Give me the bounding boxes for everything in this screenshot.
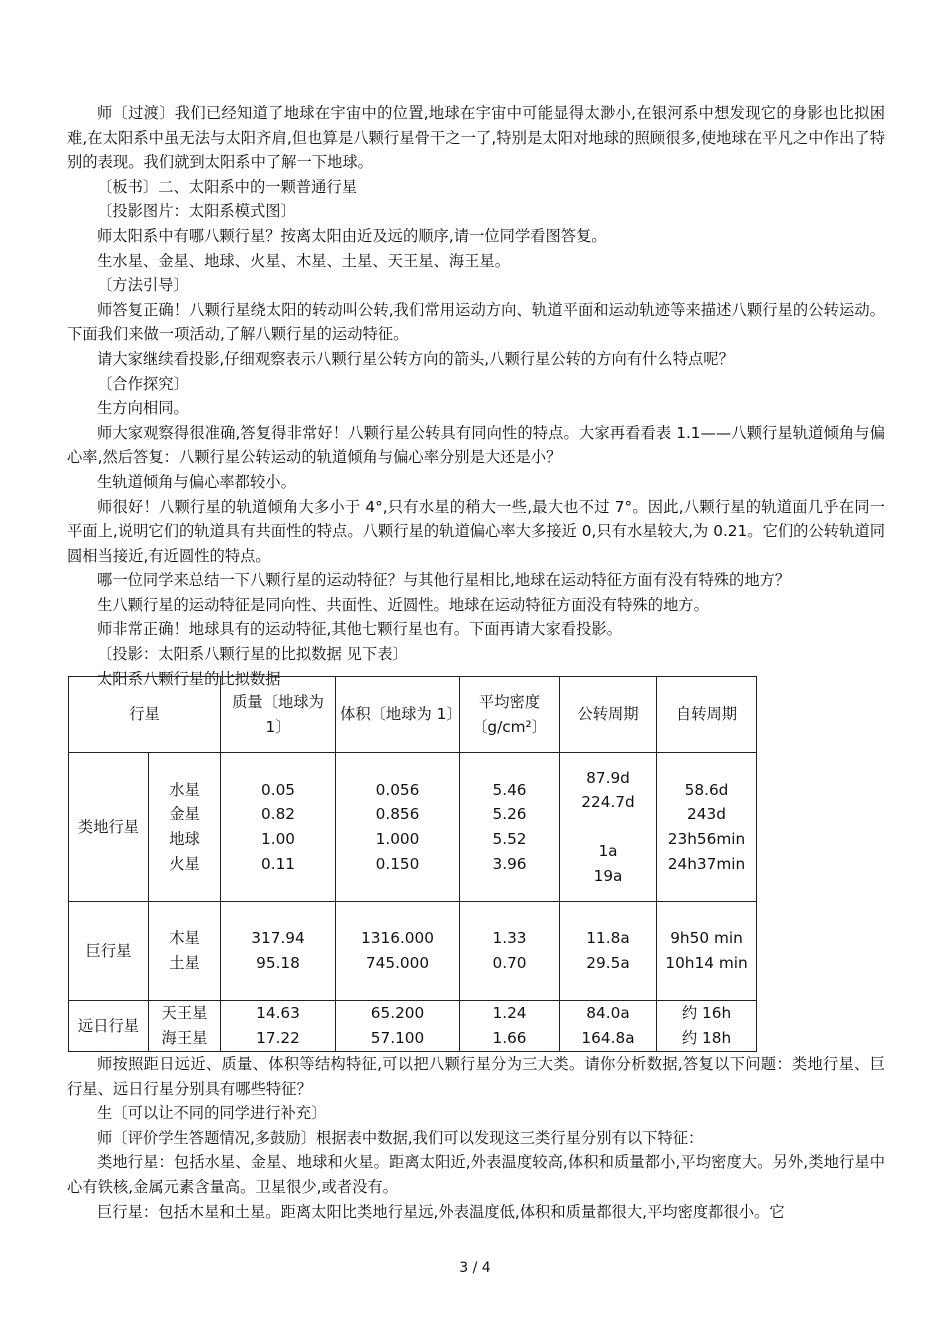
paragraph: 巨行星：包括木星和土星。距离太阳比类地行星远,外表温度低,体积和质量都很大,平均密度都很小。它 xyxy=(97,1202,785,1221)
planet-names-cell: 木星 土星 xyxy=(149,902,221,1001)
rotation-period-cell: 58.6d 243d 23h56min 24h37min xyxy=(657,753,757,902)
header-mass: 质量〔地球为1〕 xyxy=(221,677,336,753)
paragraph: 生水星、金星、地球、火星、木星、土星、天王星、海王星。 xyxy=(97,251,511,270)
mass-cell: 14.63 17.22 xyxy=(221,1001,336,1052)
table-caption: 太阳系八颗行星的比拟数据 xyxy=(97,669,281,688)
table-row xyxy=(69,753,757,902)
paragraph: 师太阳系中有哪八颗行星？按离太阳由近及远的顺序,请一位同学看图答复。 xyxy=(97,226,607,245)
body-text-bottom xyxy=(67,1052,885,1224)
paragraph: 师〔过渡〕我们已经知道了地球在宇宙中的位置,地球在宇宙中可能显得太渺小,在银河系中想发现它的身影也比拟困难,在太阳系中虽无法与太阳齐肩,但也算是八颗行星骨干之一了,特别是太阳对地球的照顾很多,使地球在平凡之中作出了特别的表现。我们就到太阳系中了解一下地球。 xyxy=(67,104,885,172)
planet-names-cell: 水星 金星 地球 火星 xyxy=(149,753,221,902)
rotation-period-cell: 约 16h 约 18h xyxy=(657,1001,757,1052)
paragraph: 生轨道倾角与偏心率都较小。 xyxy=(97,472,296,491)
paragraph: 〔投影图片：太阳系模式图〕 xyxy=(97,202,296,221)
paragraph: 生〔可以让不同的同学进行补充〕 xyxy=(97,1104,327,1123)
paragraph: 生方向相同。 xyxy=(97,399,189,418)
paragraph: 类地行星：包括水星、金星、地球和火星。距离太阳近,外表温度较高,体积和质量都小,平均密度大。另外,类地行星中心有铁核,金属元素含量高。卫星很少,或者没有。 xyxy=(67,1153,885,1196)
paragraph: 请大家继续看投影,仔细观察表示八颗行星公转方向的箭头,八颗行星公转的方向有什么特点呢？ xyxy=(97,349,734,368)
paragraph: 〔板书〕二、太阳系中的一颗普通行星 xyxy=(97,177,358,196)
density-cell: 1.33 0.70 xyxy=(460,902,560,1001)
header-density: 平均密度〔g/cm²〕 xyxy=(460,677,560,753)
table-row xyxy=(69,902,757,1001)
category-cell: 巨行星 xyxy=(69,902,149,1001)
mass-cell: 0.05 0.82 1.00 0.11 xyxy=(221,753,336,902)
orbit-period-cell: 11.8a 29.5a xyxy=(560,902,657,1001)
paragraph: 师大家观察得很准确,答复得非常好！八颗行星公转具有同向性的特点。大家再看看表 1.1——八颗行星轨道倾角与偏心率,然后答复：八颗行星公转运动的轨道倾角与偏心率分别是大还是小？ xyxy=(67,423,885,467)
header-orbit-period: 公转周期 xyxy=(560,677,657,753)
table-header-row xyxy=(69,677,757,753)
paragraph: 〔方法引导〕 xyxy=(97,276,189,295)
volume-cell: 65.200 57.100 xyxy=(336,1001,460,1052)
orbit-period-cell: 84.0a 164.8a xyxy=(560,1001,657,1052)
paragraph: 哪一位同学来总结一下八颗行星的运动特征？与其他行星相比,地球在运动特征方面有没有特殊的地方？ xyxy=(97,571,791,590)
category-cell: 远日行星 xyxy=(69,1001,149,1052)
volume-cell: 0.056 0.856 1.000 0.150 xyxy=(336,753,460,902)
density-cell: 5.46 5.26 5.52 3.96 xyxy=(460,753,560,902)
volume-cell: 1316.000 745.000 xyxy=(336,902,460,1001)
table-row xyxy=(69,1001,757,1052)
header-rotation-period: 自转周期 xyxy=(657,677,757,753)
paragraph: 师很好！八颗行星的轨道倾角大多小于 4°,只有水星的稍大一些,最大也不过 7°。因此,八颗行星的轨道面几乎在同一平面上,说明它们的轨道具有共面性的特点。八颗行星的轨道偏心率大多接近 0,只有水星较大,为 0.21。它们的公转轨道同圆相当接近,有近圆性的特点。 xyxy=(67,497,885,565)
paragraph: 师答复正确！八颗行星绕太阳的转动叫公转,我们常用运动方向、轨道平面和运动轨迹等来描述八颗行星的公转运动。下面我们来做一项活动,了解八颗行星的运动特征。 xyxy=(67,300,885,344)
mass-cell: 317.94 95.18 xyxy=(221,902,336,1001)
body-text-top xyxy=(67,101,885,691)
page-number: 3 / 4 xyxy=(459,1260,491,1276)
category-cell: 类地行星 xyxy=(69,753,149,902)
paragraph: 师非常正确！地球具有的运动特征,其他七颗行星也有。下面再请大家看投影。 xyxy=(97,620,622,639)
paragraph: 师〔评价学生答题情况,多鼓励〕根据表中数据,我们可以发现这三类行星分别有以下特征： xyxy=(97,1128,704,1147)
paragraph: 〔投影：太阳系八颗行星的比拟数据 见下表〕 xyxy=(97,645,408,664)
paragraph: 生八颗行星的运动特征是同向性、共面性、近圆性。地球在运动特征方面没有特殊的地方。 xyxy=(97,595,709,614)
paragraph: 〔合作探究〕 xyxy=(97,374,189,393)
paragraph: 师按照距日远近、质量、体积等结构特征,可以把八颗行星分为三大类。请你分析数据,答复以下问题：类地行星、巨行星、远日行星分别具有哪些特征？ xyxy=(67,1055,885,1098)
density-cell: 1.24 1.66 xyxy=(460,1001,560,1052)
header-planet: 行星 xyxy=(69,677,221,753)
rotation-period-cell: 9h50 min 10h14 min xyxy=(657,902,757,1001)
orbit-period-cell: 87.9d 224.7d 1a 19a xyxy=(560,753,657,902)
planet-data-table xyxy=(68,676,757,1052)
planet-names-cell: 天王星 海王星 xyxy=(149,1001,221,1052)
header-volume: 体积〔地球为 1〕 xyxy=(336,677,460,753)
